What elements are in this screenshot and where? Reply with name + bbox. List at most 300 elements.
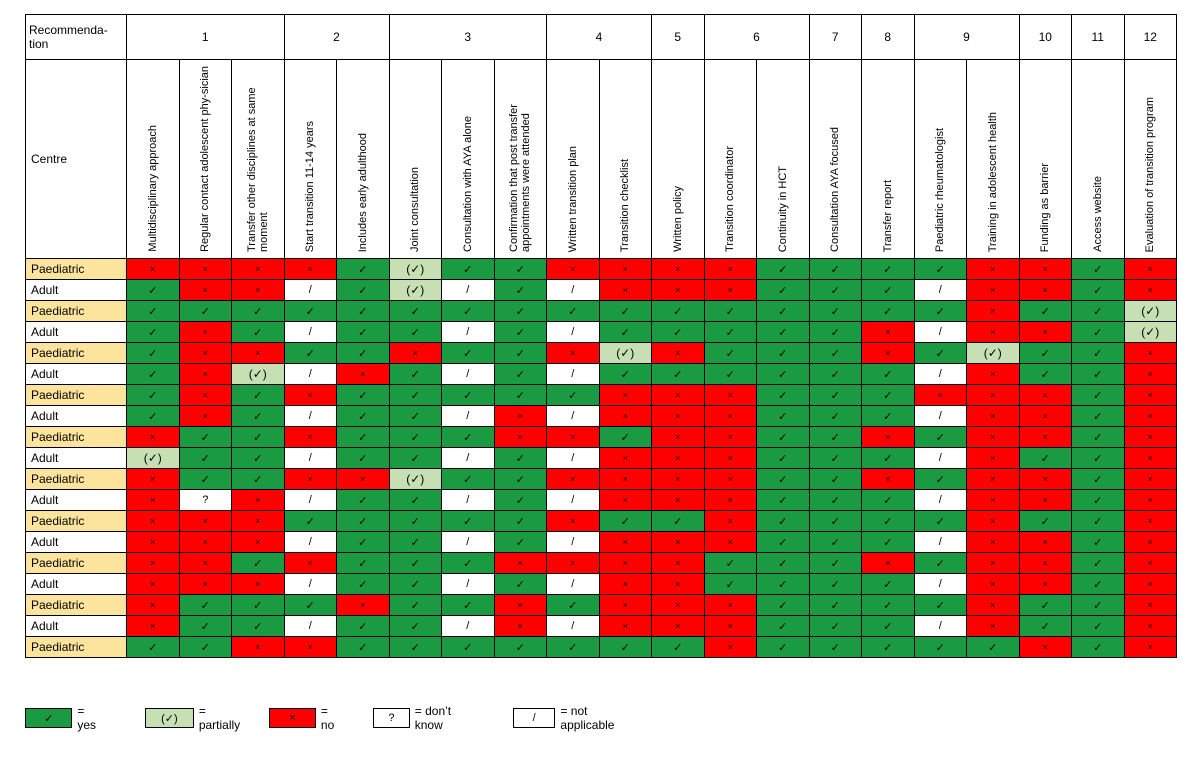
status-cell: × bbox=[652, 616, 705, 637]
status-cell: / bbox=[284, 406, 337, 427]
criterion-label: Transition coordinator bbox=[724, 146, 737, 252]
status-cell: × bbox=[127, 511, 180, 532]
status-cell: ✓ bbox=[862, 511, 915, 532]
status-cell: ✓ bbox=[494, 511, 547, 532]
status-cell: ✓ bbox=[127, 322, 180, 343]
status-cell: × bbox=[599, 385, 652, 406]
status-cell: × bbox=[967, 553, 1020, 574]
status-cell: × bbox=[652, 490, 705, 511]
status-cell: ✓ bbox=[494, 301, 547, 322]
status-cell: ✓ bbox=[547, 595, 600, 616]
status-cell: ✓ bbox=[914, 637, 967, 658]
status-cell: / bbox=[914, 574, 967, 595]
status-cell: ✓ bbox=[232, 469, 285, 490]
status-cell: ✓ bbox=[232, 301, 285, 322]
status-cell: ✓ bbox=[809, 616, 862, 637]
status-cell: ✓ bbox=[547, 637, 600, 658]
status-cell: × bbox=[127, 532, 180, 553]
status-cell: ✓ bbox=[1072, 469, 1125, 490]
criterion-label: Evaluation of transition program bbox=[1144, 96, 1157, 252]
recommendation-group-3: 3 bbox=[389, 15, 547, 60]
status-cell: / bbox=[914, 490, 967, 511]
criterion-label: Transfer report bbox=[881, 179, 894, 252]
criterion-label: Paediatric rheumatologist bbox=[934, 127, 947, 252]
status-cell: / bbox=[284, 280, 337, 301]
status-cell: ✓ bbox=[704, 301, 757, 322]
status-cell: × bbox=[127, 574, 180, 595]
status-cell: × bbox=[652, 280, 705, 301]
status-cell: ✓ bbox=[757, 301, 810, 322]
recommendation-group-11: 11 bbox=[1072, 15, 1125, 60]
status-cell: / bbox=[442, 448, 495, 469]
status-cell: ✓ bbox=[127, 343, 180, 364]
status-cell: × bbox=[127, 259, 180, 280]
legend-swatch: (✓) bbox=[145, 708, 194, 728]
status-cell: ✓ bbox=[809, 490, 862, 511]
status-cell: ✓ bbox=[337, 637, 390, 658]
status-cell: ✓ bbox=[914, 427, 967, 448]
status-cell: ✓ bbox=[389, 385, 442, 406]
table-row bbox=[26, 532, 1177, 553]
status-cell: × bbox=[599, 490, 652, 511]
status-cell: × bbox=[337, 469, 390, 490]
status-cell: / bbox=[442, 574, 495, 595]
status-cell: × bbox=[547, 259, 600, 280]
status-cell: ✓ bbox=[1072, 616, 1125, 637]
criterion-label: Joint consultation bbox=[409, 167, 422, 252]
centre-type-label: Adult bbox=[26, 322, 127, 343]
status-cell: ✓ bbox=[389, 448, 442, 469]
status-cell: ✓ bbox=[337, 616, 390, 637]
status-cell: × bbox=[232, 574, 285, 595]
status-cell: ✓ bbox=[809, 259, 862, 280]
status-cell: ✓ bbox=[704, 364, 757, 385]
status-cell: × bbox=[862, 427, 915, 448]
status-cell: ✓ bbox=[1019, 595, 1072, 616]
status-cell: × bbox=[547, 553, 600, 574]
criterion-label: Transfer other disciplines at same moment bbox=[245, 87, 270, 252]
status-cell: × bbox=[652, 448, 705, 469]
status-cell: × bbox=[232, 511, 285, 532]
status-cell: ✓ bbox=[809, 532, 862, 553]
status-cell: × bbox=[547, 427, 600, 448]
status-cell: × bbox=[704, 385, 757, 406]
status-cell: ✓ bbox=[652, 322, 705, 343]
status-cell: ✓ bbox=[757, 448, 810, 469]
status-cell: ✓ bbox=[1072, 406, 1125, 427]
status-cell: × bbox=[1124, 280, 1177, 301]
status-cell: ✓ bbox=[389, 301, 442, 322]
status-cell: ✓ bbox=[757, 280, 810, 301]
criteria-header-row bbox=[26, 60, 1177, 259]
status-cell: × bbox=[232, 259, 285, 280]
recommendation-group-1: 1 bbox=[127, 15, 285, 60]
status-cell: ✓ bbox=[862, 490, 915, 511]
status-cell: / bbox=[442, 406, 495, 427]
status-cell: × bbox=[599, 280, 652, 301]
table-row bbox=[26, 343, 1177, 364]
status-cell: × bbox=[179, 385, 232, 406]
status-cell: ✓ bbox=[757, 532, 810, 553]
status-cell: ✓ bbox=[757, 553, 810, 574]
status-cell: × bbox=[652, 385, 705, 406]
status-cell: (✓) bbox=[232, 364, 285, 385]
status-cell: ✓ bbox=[337, 301, 390, 322]
status-cell: ✓ bbox=[494, 574, 547, 595]
table-row bbox=[26, 637, 1177, 658]
status-cell: ✓ bbox=[127, 301, 180, 322]
status-cell: ✓ bbox=[862, 574, 915, 595]
status-cell: / bbox=[442, 280, 495, 301]
status-cell: × bbox=[1019, 574, 1072, 595]
criterion-header bbox=[757, 60, 810, 259]
status-cell: / bbox=[547, 364, 600, 385]
criterion-label: Funding as barrier bbox=[1039, 162, 1052, 252]
status-cell: × bbox=[1019, 553, 1072, 574]
criterion-header bbox=[442, 60, 495, 259]
status-cell: ✓ bbox=[1072, 364, 1125, 385]
status-cell: × bbox=[704, 280, 757, 301]
status-cell: × bbox=[967, 385, 1020, 406]
centre-type-label: Adult bbox=[26, 280, 127, 301]
status-cell: × bbox=[704, 637, 757, 658]
centre-type-label: Paediatric bbox=[26, 385, 127, 406]
status-cell: ✓ bbox=[442, 553, 495, 574]
status-cell: (✓) bbox=[1124, 322, 1177, 343]
status-cell: ✓ bbox=[599, 427, 652, 448]
status-cell: ✓ bbox=[337, 574, 390, 595]
status-cell: ✓ bbox=[179, 427, 232, 448]
status-cell: × bbox=[1019, 532, 1072, 553]
status-cell: × bbox=[494, 406, 547, 427]
table-row bbox=[26, 427, 1177, 448]
legend-swatch: × bbox=[269, 708, 316, 728]
status-cell: / bbox=[547, 574, 600, 595]
status-cell: × bbox=[652, 574, 705, 595]
legend-item bbox=[513, 706, 626, 730]
status-cell: ✓ bbox=[1072, 343, 1125, 364]
status-cell: ✓ bbox=[914, 343, 967, 364]
status-cell: × bbox=[284, 469, 337, 490]
status-cell: ✓ bbox=[1072, 448, 1125, 469]
status-cell: × bbox=[127, 595, 180, 616]
criterion-label: Continuity in HCT bbox=[776, 165, 789, 252]
status-cell: / bbox=[914, 532, 967, 553]
status-cell: × bbox=[232, 637, 285, 658]
status-cell: × bbox=[652, 343, 705, 364]
centre-type-label: Adult bbox=[26, 616, 127, 637]
status-cell: ✓ bbox=[757, 427, 810, 448]
status-cell: ✓ bbox=[757, 385, 810, 406]
criterion-header bbox=[179, 60, 232, 259]
status-cell: ✓ bbox=[809, 406, 862, 427]
centre-type-label: Paediatric bbox=[26, 637, 127, 658]
status-cell: ✓ bbox=[494, 637, 547, 658]
status-cell: × bbox=[704, 469, 757, 490]
status-cell: ✓ bbox=[862, 406, 915, 427]
legend-label: = partially bbox=[198, 704, 241, 732]
status-cell: ✓ bbox=[757, 595, 810, 616]
status-cell: ✓ bbox=[389, 406, 442, 427]
status-cell: ✓ bbox=[337, 322, 390, 343]
status-cell: ✓ bbox=[809, 364, 862, 385]
status-cell: × bbox=[967, 511, 1020, 532]
status-cell: ✓ bbox=[547, 385, 600, 406]
recommendation-group-7: 7 bbox=[809, 15, 862, 60]
legend-item bbox=[269, 706, 341, 730]
status-cell: ✓ bbox=[127, 280, 180, 301]
status-cell: ✓ bbox=[232, 322, 285, 343]
status-cell: × bbox=[127, 553, 180, 574]
status-cell: ✓ bbox=[757, 322, 810, 343]
status-cell: × bbox=[127, 490, 180, 511]
status-cell: ✓ bbox=[389, 322, 442, 343]
status-cell: × bbox=[232, 280, 285, 301]
status-cell: ✓ bbox=[862, 448, 915, 469]
status-cell: ✓ bbox=[1072, 553, 1125, 574]
status-cell: × bbox=[284, 427, 337, 448]
status-cell: ✓ bbox=[1072, 301, 1125, 322]
status-cell: × bbox=[704, 427, 757, 448]
status-cell: × bbox=[967, 490, 1020, 511]
centre-type-label: Adult bbox=[26, 490, 127, 511]
criterion-header bbox=[337, 60, 390, 259]
status-cell: ✓ bbox=[809, 637, 862, 658]
status-cell: × bbox=[967, 259, 1020, 280]
recommendation-group-6: 6 bbox=[704, 15, 809, 60]
status-cell: × bbox=[967, 532, 1020, 553]
recommendation-group-9: 9 bbox=[914, 15, 1019, 60]
status-cell: × bbox=[1019, 406, 1072, 427]
status-cell: ✓ bbox=[652, 511, 705, 532]
status-cell: ✓ bbox=[494, 448, 547, 469]
status-cell: ✓ bbox=[442, 301, 495, 322]
status-cell: × bbox=[1019, 469, 1072, 490]
status-cell: (✓) bbox=[127, 448, 180, 469]
status-cell: ✓ bbox=[809, 427, 862, 448]
status-cell: / bbox=[442, 532, 495, 553]
status-cell: ✓ bbox=[442, 343, 495, 364]
table-row bbox=[26, 490, 1177, 511]
status-cell: × bbox=[232, 490, 285, 511]
centre-type-label: Adult bbox=[26, 532, 127, 553]
status-cell: ✓ bbox=[1072, 280, 1125, 301]
status-cell: ✓ bbox=[179, 637, 232, 658]
status-cell: / bbox=[284, 364, 337, 385]
status-cell: × bbox=[1124, 553, 1177, 574]
criterion-header bbox=[547, 60, 600, 259]
status-cell: / bbox=[284, 322, 337, 343]
status-cell: × bbox=[967, 322, 1020, 343]
legend-item bbox=[373, 706, 460, 730]
status-cell: × bbox=[652, 595, 705, 616]
criterion-label: Training in adolescent health bbox=[986, 111, 999, 252]
status-cell: ✓ bbox=[652, 637, 705, 658]
table-row bbox=[26, 322, 1177, 343]
status-cell: ✓ bbox=[337, 343, 390, 364]
status-cell: ✓ bbox=[757, 574, 810, 595]
status-cell: × bbox=[1019, 427, 1072, 448]
status-cell: × bbox=[179, 553, 232, 574]
status-cell: ✓ bbox=[389, 637, 442, 658]
status-cell: ✓ bbox=[809, 385, 862, 406]
criterion-header bbox=[1072, 60, 1125, 259]
status-cell: × bbox=[1124, 343, 1177, 364]
status-cell: ✓ bbox=[704, 322, 757, 343]
table-row bbox=[26, 406, 1177, 427]
status-cell: × bbox=[967, 448, 1020, 469]
centre-type-label: Paediatric bbox=[26, 469, 127, 490]
status-cell: × bbox=[494, 616, 547, 637]
status-cell: ✓ bbox=[599, 637, 652, 658]
status-cell: ✓ bbox=[442, 385, 495, 406]
legend-swatch: ? bbox=[373, 708, 410, 728]
status-cell: ✓ bbox=[599, 322, 652, 343]
status-cell: ✓ bbox=[284, 343, 337, 364]
status-cell: ✓ bbox=[757, 637, 810, 658]
status-cell: ✓ bbox=[337, 511, 390, 532]
status-cell: × bbox=[284, 637, 337, 658]
centre-type-label: Paediatric bbox=[26, 301, 127, 322]
status-cell: ✓ bbox=[862, 280, 915, 301]
status-cell: ✓ bbox=[442, 595, 495, 616]
status-cell: × bbox=[284, 553, 337, 574]
status-cell: ✓ bbox=[337, 406, 390, 427]
status-cell: ✓ bbox=[337, 427, 390, 448]
status-cell: ✓ bbox=[1072, 574, 1125, 595]
status-cell: × bbox=[967, 364, 1020, 385]
status-cell: ✓ bbox=[704, 553, 757, 574]
status-cell: ✓ bbox=[127, 406, 180, 427]
transition-recommendations-table bbox=[25, 14, 1177, 658]
status-cell: × bbox=[284, 259, 337, 280]
legend-label: = yes bbox=[77, 704, 97, 732]
status-cell: ✓ bbox=[809, 469, 862, 490]
status-cell: (✓) bbox=[389, 469, 442, 490]
status-cell: ✓ bbox=[494, 385, 547, 406]
status-cell: / bbox=[442, 490, 495, 511]
status-cell: ✓ bbox=[1019, 511, 1072, 532]
status-cell: × bbox=[1124, 427, 1177, 448]
criterion-label: Confirmation that post transfer appointments were attended bbox=[508, 104, 533, 252]
criterion-label: Access website bbox=[1091, 176, 1104, 252]
status-cell: ✓ bbox=[862, 532, 915, 553]
recommendation-group-8: 8 bbox=[862, 15, 915, 60]
status-cell: / bbox=[914, 448, 967, 469]
status-cell: / bbox=[547, 616, 600, 637]
status-cell: ✓ bbox=[389, 574, 442, 595]
status-cell: × bbox=[179, 364, 232, 385]
legend-label: = not applicable bbox=[560, 704, 615, 732]
status-cell: / bbox=[547, 280, 600, 301]
status-cell: ✓ bbox=[914, 553, 967, 574]
status-cell: ✓ bbox=[862, 616, 915, 637]
status-cell: × bbox=[652, 553, 705, 574]
status-cell: ✓ bbox=[494, 322, 547, 343]
status-cell: ✓ bbox=[1019, 301, 1072, 322]
criterion-header bbox=[232, 60, 285, 259]
status-cell: / bbox=[914, 616, 967, 637]
status-cell: × bbox=[704, 490, 757, 511]
criterion-label: Regular contact adolescent phy-sician bbox=[199, 66, 212, 252]
status-cell: × bbox=[652, 532, 705, 553]
status-cell: × bbox=[179, 322, 232, 343]
status-cell: ✓ bbox=[914, 259, 967, 280]
recommendation-group-2: 2 bbox=[284, 15, 389, 60]
status-cell: × bbox=[1124, 448, 1177, 469]
status-cell: ✓ bbox=[232, 616, 285, 637]
status-cell: ✓ bbox=[442, 511, 495, 532]
status-cell: × bbox=[862, 553, 915, 574]
status-cell: / bbox=[547, 448, 600, 469]
centre-type-label: Paediatric bbox=[26, 343, 127, 364]
criterion-header bbox=[127, 60, 180, 259]
status-cell: ✓ bbox=[809, 343, 862, 364]
recommendation-group-row bbox=[26, 15, 1177, 60]
table-row bbox=[26, 301, 1177, 322]
status-cell: × bbox=[599, 448, 652, 469]
status-cell: × bbox=[179, 406, 232, 427]
status-cell: ✓ bbox=[914, 511, 967, 532]
centre-column-label: Centre bbox=[26, 60, 127, 259]
status-cell: ✓ bbox=[599, 364, 652, 385]
status-cell: ✓ bbox=[862, 595, 915, 616]
status-cell: ✓ bbox=[494, 490, 547, 511]
table-row bbox=[26, 469, 1177, 490]
status-cell: ✓ bbox=[389, 364, 442, 385]
criterion-label: Written policy bbox=[671, 186, 684, 252]
status-cell: × bbox=[179, 532, 232, 553]
status-cell: ✓ bbox=[547, 301, 600, 322]
criterion-header bbox=[1124, 60, 1177, 259]
status-cell: × bbox=[284, 385, 337, 406]
legend-swatch: ✓ bbox=[25, 708, 72, 728]
status-cell: × bbox=[1124, 490, 1177, 511]
status-cell: ✓ bbox=[704, 343, 757, 364]
status-cell: × bbox=[389, 343, 442, 364]
table-row bbox=[26, 448, 1177, 469]
status-cell: ✓ bbox=[494, 532, 547, 553]
centre-type-label: Paediatric bbox=[26, 427, 127, 448]
status-cell: ✓ bbox=[704, 574, 757, 595]
status-cell: × bbox=[652, 406, 705, 427]
status-cell: ✓ bbox=[494, 343, 547, 364]
status-cell: × bbox=[704, 595, 757, 616]
status-cell: × bbox=[1124, 406, 1177, 427]
status-cell: × bbox=[967, 616, 1020, 637]
status-cell: ✓ bbox=[1072, 532, 1125, 553]
status-cell: ✓ bbox=[862, 637, 915, 658]
status-cell: × bbox=[704, 259, 757, 280]
status-cell: ✓ bbox=[1072, 490, 1125, 511]
status-cell: ✓ bbox=[232, 553, 285, 574]
table-row bbox=[26, 574, 1177, 595]
status-cell: × bbox=[599, 469, 652, 490]
status-cell: ✓ bbox=[389, 595, 442, 616]
status-cell: × bbox=[232, 343, 285, 364]
status-cell: ✓ bbox=[337, 448, 390, 469]
table-row bbox=[26, 616, 1177, 637]
status-cell: ✓ bbox=[337, 490, 390, 511]
status-cell: ✓ bbox=[127, 385, 180, 406]
table-row bbox=[26, 511, 1177, 532]
table-row bbox=[26, 280, 1177, 301]
status-cell: × bbox=[1124, 364, 1177, 385]
status-cell: ✓ bbox=[1072, 259, 1125, 280]
criterion-header bbox=[1019, 60, 1072, 259]
status-cell: × bbox=[704, 511, 757, 532]
status-cell: × bbox=[1124, 574, 1177, 595]
